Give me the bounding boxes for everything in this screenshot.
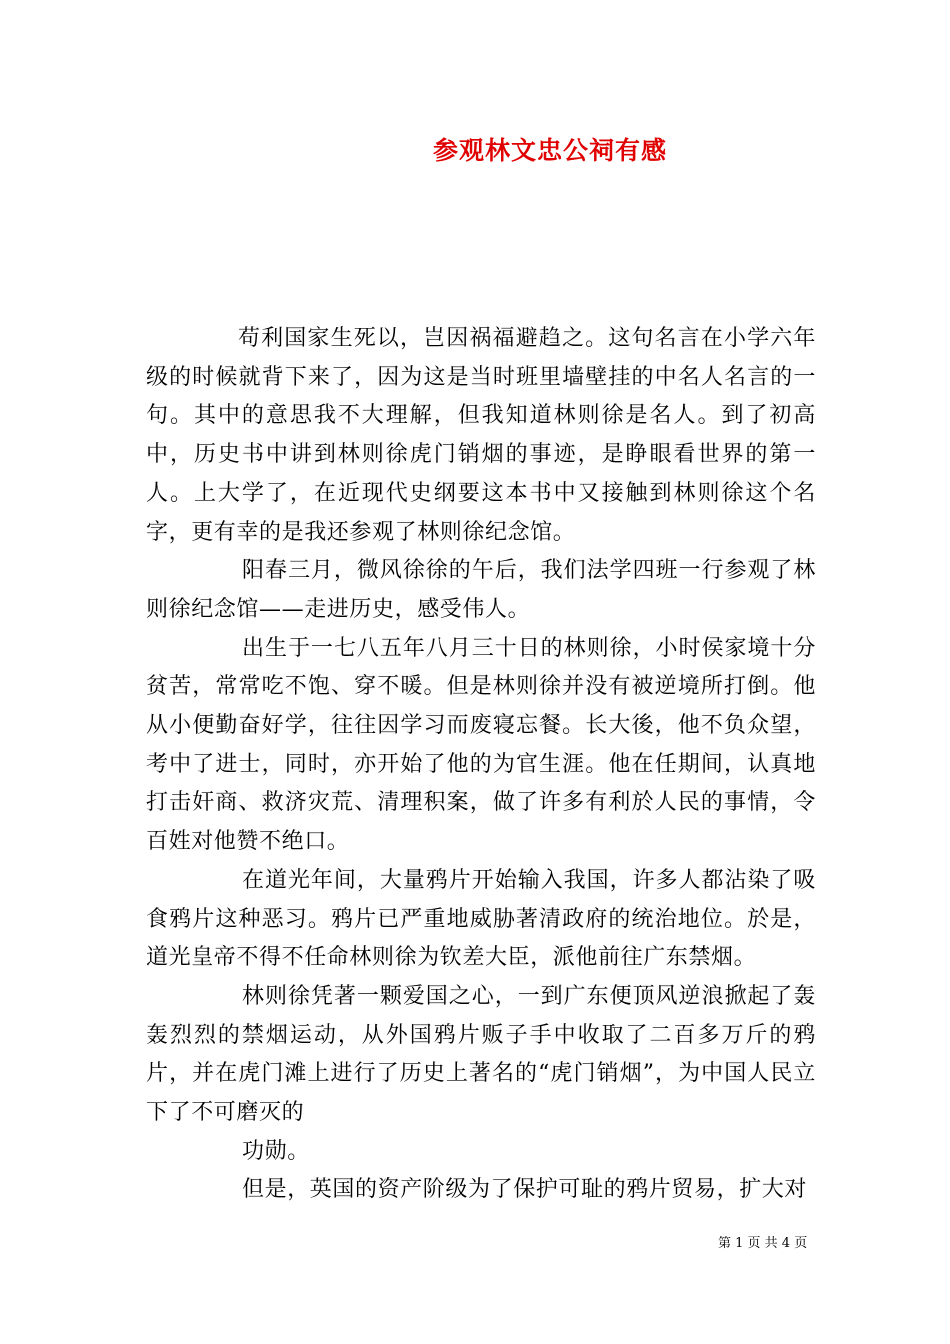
paragraph: 苟利国家生死以，岂因祸福避趋之。这句名言在小学六年级的时候就背下来了，因为这是当时班里墙壁挂的中名人名言的一句。其中的意思我不大理解，但我知道林则徐是名人。到了初高中，历史书中讲到林则徐虎门销烟的事迹，是睁眼看世界的第一人。上大学了，在近现代史纲要这本书中又接触到林则徐这个名字，更有幸的是我还参观了林则徐纪念馆。 [146, 326, 816, 545]
document-body [146, 320, 816, 1210]
page-title: 参观林文忠公祠有感 [432, 136, 667, 165]
paragraph: 但是，英国的资产阶级为了保护可耻的鸦片贸易，扩大对 [242, 1177, 808, 1203]
paragraph: 功勋。 [242, 1138, 310, 1164]
paragraph: 林则徐凭著一颗爱国之心，一到广东便顶风逆浪掀起了轰轰烈烈的禁烟运动，从外国鸦片贩子手中收取了二百多万斤的鸦片，并在虎门滩上进行了历史上著名的“虎门销烟”，为中国人民立下了不可磨灭的 [146, 983, 816, 1126]
paragraph: 阳春三月，微风徐徐的午后，我们法学四班一行参观了林则徐纪念馆——走进历史，感受伟人。 [146, 558, 816, 622]
paragraph: 在道光年间，大量鸦片开始输入我国，许多人都沾染了吸食鸦片这种恶习。鸦片已严重地威胁著清政府的统治地位。於是，道光皇帝不得不任命林则徐为钦差大臣，派他前往广东禁烟。 [146, 867, 816, 971]
page-number-footer: 第 1 页 共 4 页 [718, 1236, 808, 1251]
paragraph: 出生于一七八五年八月三十日的林则徐，小时侯家境十分贫苦，常常吃不饱、穿不暖。但是林则徐并没有被逆境所打倒。他从小便勤奋好学，往往因学习而废寝忘餐。长大後，他不负众望，考中了进士，同时，亦开始了他的为官生涯。他在任期间，认真地打击奸商、救济灾荒、清理积案，做了许多有利於人民的事情，令百姓对他赞不绝口。 [146, 635, 816, 855]
